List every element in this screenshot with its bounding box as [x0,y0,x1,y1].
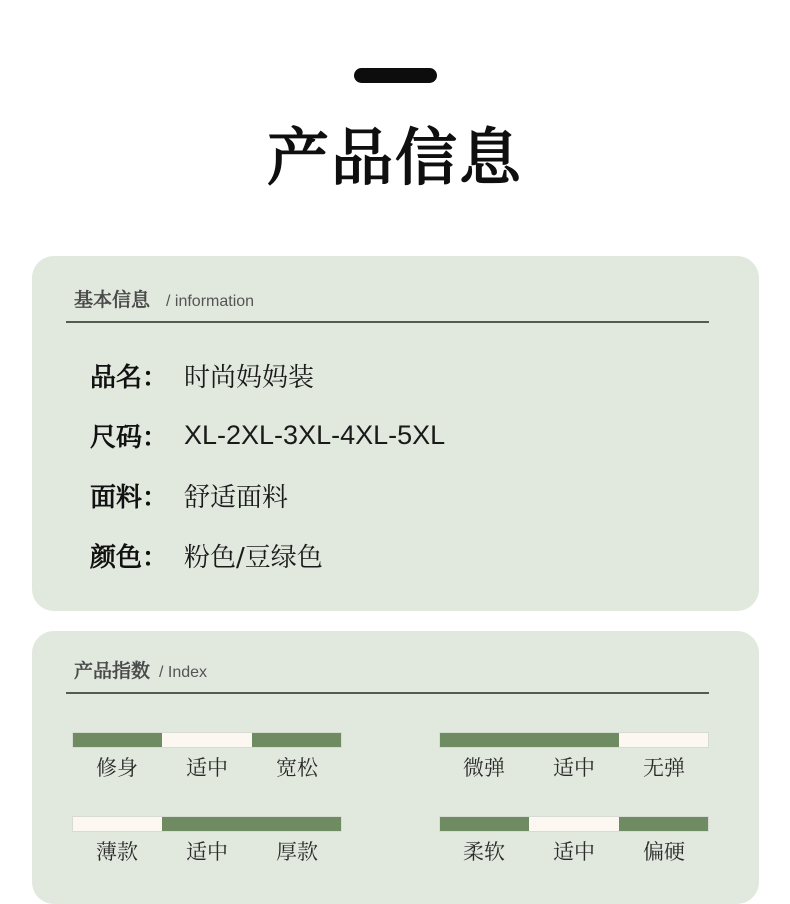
info-value: 舒适面料 [184,482,289,513]
section-divider [66,692,709,694]
section-subtitle: / Index [159,664,208,681]
info-row-size [90,415,445,455]
scale-label: 薄款 [96,840,138,864]
scale-label: 适中 [553,756,595,780]
section-divider [66,321,709,323]
scale-bar [72,732,342,748]
decorative-pill [354,68,437,83]
scale-segment [619,733,708,747]
info-label: 面料： [90,482,169,513]
scale-label: 适中 [553,840,595,864]
scale-segment [529,733,618,747]
info-row-name [90,355,314,395]
scale-label: 无弹 [643,756,685,780]
scale-labels [439,754,709,782]
scale-labels [72,838,342,866]
info-value: 时尚妈妈装 [184,362,315,393]
scale-segment [440,733,529,747]
scale-label: 厚款 [276,840,318,864]
scale-softness [439,816,709,878]
scale-bar [439,816,709,832]
scale-label: 偏硬 [643,840,685,864]
info-row-fabric [90,475,288,515]
scale-segment [440,817,529,831]
scale-bar [439,732,709,748]
scale-segment [73,733,162,747]
scale-segment [252,817,341,831]
scale-segment [252,733,341,747]
scale-label: 适中 [186,840,228,864]
scale-segment [162,817,251,831]
scale-segment [619,817,708,831]
scale-elasticity [439,732,709,794]
scale-labels [439,838,709,866]
info-label: 品名： [90,362,169,393]
scale-fit [72,732,342,794]
scale-label: 柔软 [463,840,505,864]
scale-segment [162,733,251,747]
scale-label: 微弹 [463,756,505,780]
scale-label: 修身 [96,756,138,780]
section-header [74,656,207,680]
info-label: 颜色： [90,542,169,573]
scale-bar [72,816,342,832]
section-title: 产品指数 [74,660,151,682]
scale-label: 宽松 [276,756,318,780]
product-index-card [32,631,759,904]
info-row-color [90,535,323,575]
scale-label: 适中 [186,756,228,780]
scale-labels [72,754,342,782]
page-title: 产品信息 [266,121,523,194]
basic-info-card [32,256,759,611]
scale-segment [73,817,162,831]
info-value: XL-2XL-3XL-4XL-5XL [184,419,446,450]
section-subtitle: / information [166,293,255,310]
scale-segment [529,817,618,831]
info-label: 尺码： [90,422,169,453]
section-title: 基本信息 [74,289,151,311]
section-header [74,285,254,309]
scale-thickness [72,816,342,878]
info-value: 粉色/豆绿色 [184,542,323,573]
